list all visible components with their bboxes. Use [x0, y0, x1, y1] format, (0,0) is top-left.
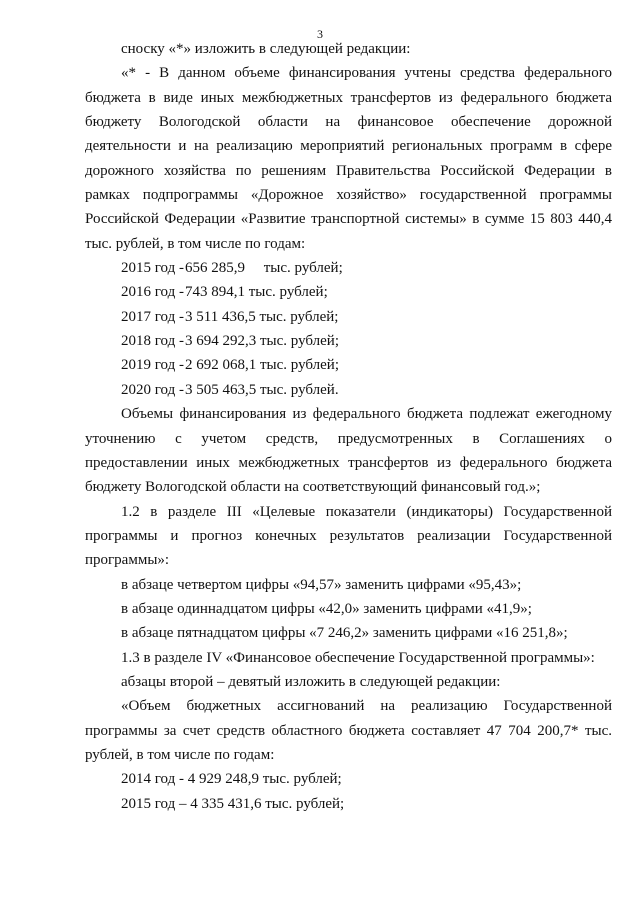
replacement-list [85, 573, 612, 646]
page-number: 3 [317, 27, 323, 41]
year-row: 2015 год – 4 335 431,6 тыс. рублей; [121, 795, 345, 812]
replacement-item: в абзаце четвертом цифры «94,57» заменить цифрами «95,43»; [121, 576, 522, 593]
year-row: 2014 год - 4 929 248,9 тыс. рублей; [121, 771, 342, 788]
paragraph-replace-line: абзацы второй – девятый изложить в следующей редакции: [121, 673, 501, 690]
note-line: бюджета в виде иных межбюджетных трансфертов из федерального бюджета [85, 89, 612, 106]
note-line: «* - В данном объеме финансирования учтены средства федерального [121, 65, 612, 82]
document-body [85, 37, 612, 816]
paragraph-line: предоставлении иных межбюджетных трансфертов из федерального бюджета [85, 454, 612, 471]
note-line: бюджету Вологодской области на финансовое обеспечение дорожной [85, 114, 612, 131]
paragraph-line: бюджету Вологодской области на соответствующий финансовый год.»; [85, 479, 541, 496]
section-1-2 [85, 500, 612, 573]
year-row [85, 280, 612, 304]
year-label: 2017 год - [121, 308, 184, 325]
year-amount: 3 511 436,5 тыс. рублей; [185, 308, 339, 325]
paragraph-line: программы и прогноз конечных результатов реализации Государственной [85, 527, 612, 544]
regional-budget-paragraph [85, 694, 612, 767]
note-line: деятельности и на реализацию мероприятий региональных программ в сфере [85, 138, 612, 155]
year-row [85, 305, 612, 329]
year-label: 2018 год - [121, 333, 184, 350]
year-label: 2016 год - [121, 284, 184, 301]
year-row [85, 329, 612, 353]
year-amount: 743 894,1 тыс. рублей; [185, 284, 328, 301]
year-row [85, 256, 612, 280]
year-amount: 3 505 463,5 тыс. рублей. [185, 381, 339, 398]
note-line: тыс. рублей, в том числе по годам: [85, 235, 306, 252]
year-label: 2015 год - [121, 260, 184, 277]
clarification-paragraph [85, 402, 612, 499]
replacement-item: в абзаце пятнадцатом цифры «7 246,2» заменить цифрами «16 251,8»; [121, 625, 568, 642]
paragraph-line: программы за счет средств областного бюджета составляет 47 704 200,7* тыс. [85, 722, 612, 739]
replacement-item: в абзаце одиннадцатом цифры «42,0» заменить цифрами «41,9»; [121, 600, 532, 617]
note-line: рамках подпрограммы «Дорожное хозяйство» государственной программы [85, 187, 612, 204]
paragraph-line: Объемы финансирования из федерального бюджета подлежат ежегодному [121, 406, 612, 423]
paragraph-line: рублей, в том числе по годам: [85, 746, 275, 763]
section-1-3: 1.3 в разделе IV «Финансовое обеспечение Государственной программы»: [121, 649, 595, 666]
year-amount: 2 692 068,1 тыс. рублей; [185, 357, 339, 374]
paragraph-line: 1.2 в разделе III «Целевые показатели (индикаторы) Государственной [121, 503, 612, 520]
note-line: дорожного хозяйства по решениям Правительства Российской Федерации в [85, 162, 612, 179]
paragraph-line: «Объем бюджетных ассигнований на реализацию Государственной [121, 698, 612, 715]
year-amount: 3 694 292,3 тыс. рублей; [185, 333, 339, 350]
note-line: Российской Федерации «Развитие транспортной системы» в сумме 15 803 440,4 [85, 211, 612, 228]
year-label: 2020 год - [121, 381, 184, 398]
year-label: 2019 год - [121, 357, 184, 374]
regional-year-list [85, 767, 612, 816]
federal-funding-note [85, 61, 612, 256]
paragraph-line: уточнению с учетом средств, предусмотренных в Соглашениях о [85, 430, 612, 447]
year-row [85, 378, 612, 402]
year-amount: 656 285,9 тыс. рублей; [185, 260, 343, 277]
federal-year-list [85, 256, 612, 402]
paragraph-line: программы»: [85, 552, 170, 569]
year-row [85, 353, 612, 377]
intro-line: сноску «*» изложить в следующей редакции: [121, 41, 411, 57]
